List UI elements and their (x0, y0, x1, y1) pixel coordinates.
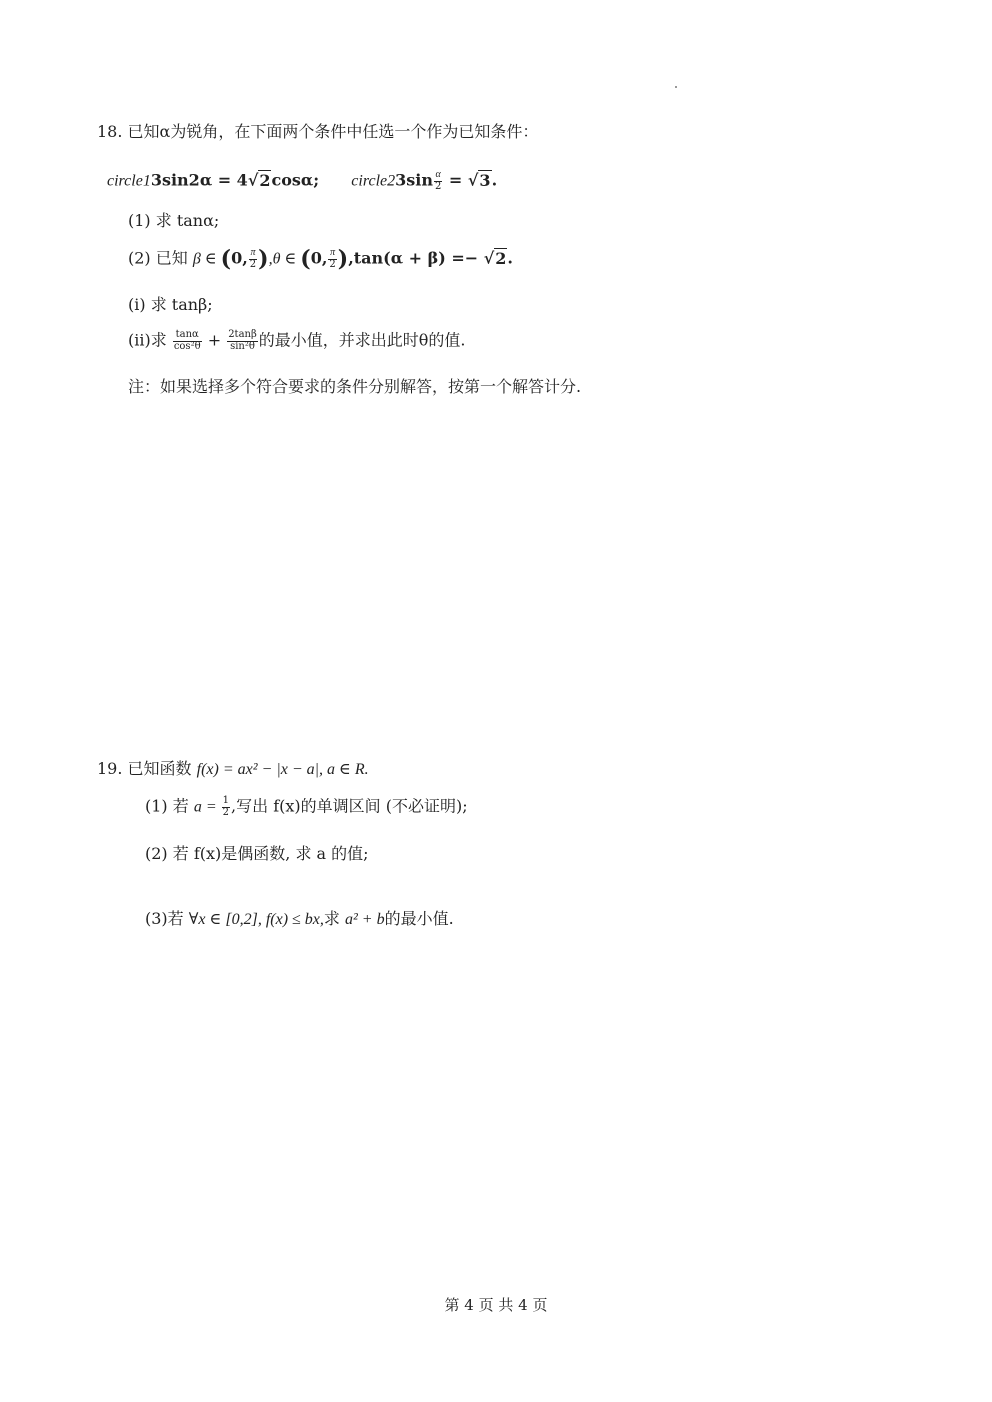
cond1-radicand: 2 (259, 170, 271, 190)
q18-part-i: (i) 求 tanβ; (128, 295, 213, 314)
p2-pi-fraction-1 (249, 248, 257, 270)
q18-conditions (107, 170, 497, 192)
pi-num-2: π (330, 247, 336, 258)
pii-tail: 的最小值，并求出此时θ的值. (258, 330, 466, 350)
q19-part3 (145, 911, 454, 928)
pi-den-2: 2 (329, 258, 336, 270)
q19-function: f(x) = ax² − |x − a|, a ∈ R. (196, 761, 369, 778)
cond2-eq: = (443, 170, 468, 190)
left-paren: ( (300, 246, 311, 272)
pii-den-1: cos²θ (173, 340, 201, 352)
q19-p3-expr2: a² + b (345, 911, 385, 928)
cond1-word: circle1 (107, 172, 151, 190)
q19-stem-lead: 19. 已知函数 (97, 759, 197, 778)
q19-part2: (2) 若 f(x)是偶函数, 求 a 的值; (145, 844, 369, 863)
q19-p1-lead: (1) 若 (145, 796, 194, 816)
p2-end: . (507, 248, 513, 268)
p2-lead: (2) 已知 (128, 248, 193, 268)
cond2-frac-den: 2 (434, 180, 442, 192)
pii-num-1: tanα (173, 330, 202, 342)
q19-p3-mid: 求 (323, 909, 345, 928)
cond2-sqrt: √3 (467, 170, 491, 190)
q18-part2 (128, 248, 513, 270)
q18-stem: 18. 已知α为锐角，在下面两个条件中任选一个作为已知条件： (97, 122, 539, 141)
pi-den-1: 2 (249, 258, 257, 270)
p2-tan: ,tan(α + β) =− (348, 248, 484, 268)
left-paren: ( (220, 246, 232, 272)
cond2-word: circle2 (351, 172, 396, 190)
pi-num-1: π (250, 247, 256, 258)
cond2-radicand: 3 (479, 170, 491, 190)
cond2-frac-num: α (435, 169, 441, 180)
p2-beta: β ∈ (192, 250, 221, 268)
scan-dot (675, 86, 677, 88)
page-footer: 第 4 页 共 4 页 (444, 1296, 548, 1314)
cond2-fraction (434, 170, 442, 192)
cond1-sqrt: √2 (247, 170, 271, 190)
half-num: 1 (222, 795, 230, 806)
q18-note: 注：如果选择多个符合要求的条件分别解答，按第一个解答计分. (128, 377, 582, 396)
p2-interval-2: 0, (310, 248, 328, 268)
q19-part1 (145, 796, 468, 818)
q18-part-ii (128, 330, 466, 352)
q19-p3-expr: ∀x ∈ [0,2], f(x) ≤ bx, (188, 911, 324, 928)
p2-interval-1: 0, (231, 248, 248, 268)
q19-half-fraction (222, 796, 230, 818)
half-den: 2 (222, 806, 230, 818)
cond1-expr: 3sin2α = 4 (150, 170, 248, 190)
pii-lead: (ii)求 (128, 330, 172, 350)
pii-num-2: 2tanβ (228, 329, 257, 340)
pii-fraction-2 (227, 330, 258, 352)
q19-stem (97, 761, 369, 778)
q19-p3-tail: 的最小值. (384, 909, 454, 928)
pii-fraction-1 (173, 330, 202, 352)
cond2-expr: 3sin (395, 170, 433, 190)
pii-den-2: sin²θ (230, 340, 255, 352)
cond2-tail: . (491, 170, 498, 190)
q19-p1-tail: ,写出 f(x)的单调区间 (不必证明); (231, 796, 468, 816)
p2-radicand: 2 (495, 248, 507, 268)
q19-p3-lead: (3)若 (145, 909, 189, 928)
q19-p1-a: a = (193, 798, 221, 816)
p2-theta: ,θ ∈ (268, 250, 301, 268)
right-paren: ) (337, 246, 349, 272)
q18-part1: (1) 求 tanα; (128, 211, 220, 230)
p2-sqrt: √2 (483, 248, 507, 268)
p2-pi-fraction-2 (328, 248, 336, 270)
cond1-tail: cosα; (271, 170, 320, 190)
right-paren: ) (258, 246, 269, 272)
pii-plus: + (202, 330, 227, 350)
